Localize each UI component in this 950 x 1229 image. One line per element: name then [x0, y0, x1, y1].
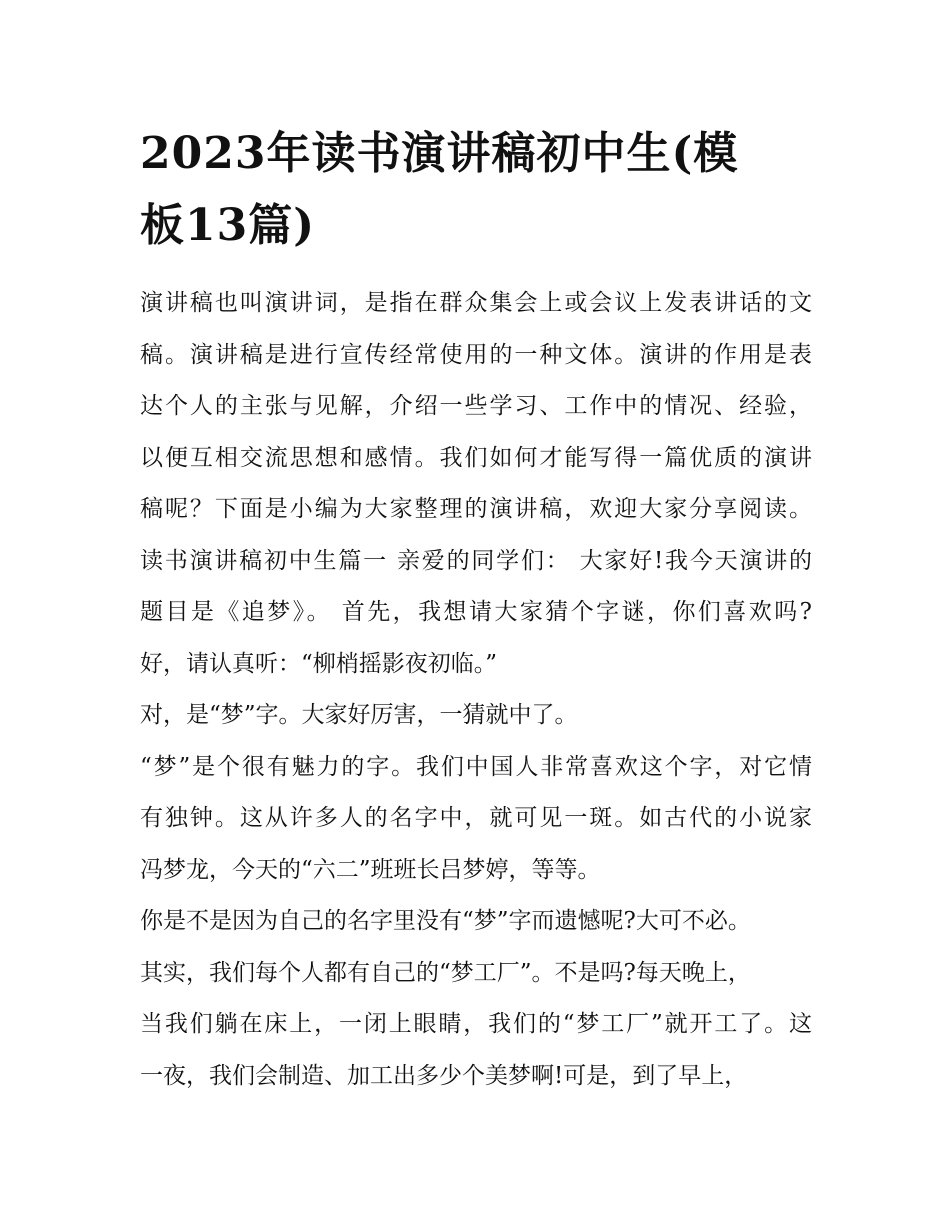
body-line: 稿呢？下面是小编为大家整理的演讲稿，欢迎大家分享阅读。: [140, 496, 812, 522]
body-line: 对，是“梦”字。大家好厉害，一猜就中了。: [140, 702, 578, 728]
body-line: “梦”是个很有魅力的字。我们中国人非常喜欢这个字，对它情: [140, 753, 812, 780]
title-line: 2023年读书演讲稿初中生(模: [140, 128, 739, 179]
document-body: [140, 278, 812, 1102]
body-line: 你是不是因为自己的名字里没有“梦”字而遗憾呢?大可不必。: [140, 908, 751, 934]
body-line: 达个人的主张与见解，介绍一些学习、工作中的情况、经验，: [140, 393, 812, 419]
body-line: 当我们躺在床上，一闭上眼睛，我们的“梦工厂”就开工了。这: [140, 1011, 812, 1037]
body-line: 其实，我们每个人都有自己的“梦工厂”。不是吗?每天晚上，: [140, 959, 751, 986]
title-line: 板13篇): [140, 200, 316, 251]
body-line: 冯梦龙，今天的“六二”班班长吕梦婷，等等。: [140, 856, 601, 883]
body-line: 以便互相交流思想和感情。我们如何才能写得一篇优质的演讲: [140, 444, 812, 471]
document-title: [140, 118, 812, 262]
body-line: 演讲稿也叫演讲词，是指在群众集会上或会议上发表讲话的文: [140, 290, 812, 316]
body-line: 稿。演讲稿是进行宣传经常使用的一种文体。演讲的作用是表: [140, 341, 812, 368]
body-line: 好，请认真听：“柳梢摇影夜初临。”: [140, 650, 498, 677]
body-line: 一夜，我们会制造、加工出多少个美梦啊!可是，到了早上，: [140, 1062, 748, 1089]
body-line: 有独钟。这从许多人的名字中，就可见一斑。如古代的小说家: [140, 805, 812, 831]
body-line: 读书演讲稿初中生篇一 亲爱的同学们： 大家好!我今天演讲的: [140, 547, 812, 574]
document-page: [140, 118, 812, 1102]
body-line: 题目是《追梦》。 首先，我想请大家猜个字谜，你们喜欢吗?: [140, 599, 812, 625]
